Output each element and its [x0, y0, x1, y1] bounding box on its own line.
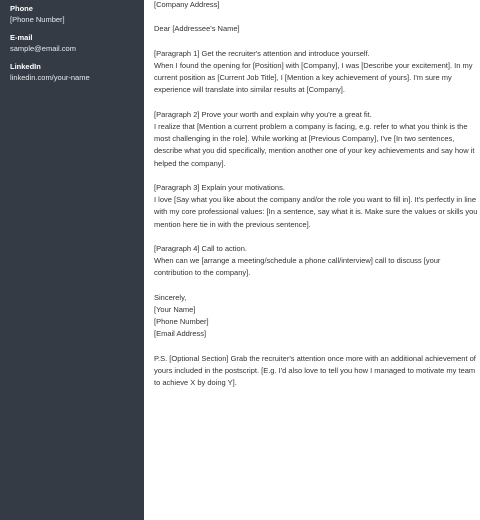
- email-label: E-mail: [10, 33, 33, 42]
- paragraph-1: [154, 48, 473, 97]
- closing-name: [Your Name]: [154, 304, 196, 314]
- linkedin-value: linkedin.com/your-name: [10, 73, 90, 82]
- paragraph-line: When can we [arrange a meeting/schedule a phone call/interview] call to discuss [your: [154, 256, 441, 266]
- linkedin-label: LinkedIn: [10, 62, 41, 71]
- postscript-line: yours included in the postscript. [E.g. I'd also love to tell you how I managed to motivate my team: [154, 365, 476, 375]
- postscript-line: to achieve X by doing Y].: [154, 378, 237, 388]
- paragraph-line: contribution to the company].: [154, 268, 251, 278]
- paragraph-line: describe what you did specifically, mention another one of your key achievements and say how it: [154, 146, 475, 156]
- phone-value: [Phone Number]: [10, 15, 65, 24]
- sidebar: [0, 0, 144, 520]
- contact-email: [10, 33, 144, 55]
- closing: [154, 292, 470, 341]
- postscript: [154, 353, 476, 390]
- paragraph-line: mention here tie in with the previous sentence].: [154, 219, 311, 229]
- paragraph-line: with my core professional values: [In a sentence, say what it is. Make sure the values or skills you: [154, 207, 478, 217]
- contact-linkedin: [10, 62, 144, 84]
- closing-phone: [Phone Number]: [154, 317, 209, 327]
- company-address: [Company Address]: [154, 0, 220, 9]
- contact-phone: [10, 4, 144, 26]
- paragraph-line: [Paragraph 1] Get the recruiter's attention and introduce yourself.: [154, 48, 370, 58]
- paragraph-line: helped the company].: [154, 158, 226, 168]
- paragraph-line: I love [Say what you like about the company and/or the role you want to fill in]. It's perfectly in line: [154, 195, 477, 205]
- paragraph-line: experience will translate into similar results at [Company].: [154, 85, 345, 95]
- letter-body: [144, 0, 480, 520]
- paragraph-4: [154, 243, 470, 280]
- paragraph-line: I realize that [Mention a current problem a company is facing, e.g. refer to what you think is the: [154, 121, 468, 131]
- salutation: Dear [Addressee's Name]: [154, 24, 240, 34]
- closing-email: [Email Address]: [154, 329, 207, 339]
- phone-label: Phone: [10, 4, 33, 13]
- paragraph-line: [Paragraph 4] Call to action.: [154, 243, 247, 253]
- paragraph-line: current position as [Current Job Title], I [Mention a key achievement of yours]. I'm sure my: [154, 73, 452, 83]
- paragraph-line: When I found the opening for [Position] with [Company], I was [Describe your excitement]. In my: [154, 60, 473, 70]
- paragraph-2: [154, 109, 475, 170]
- paragraph-line: most challenging in the role]. While working at [Previous Company], I've [In two sentences,: [154, 134, 455, 144]
- paragraph-line: [Paragraph 2] Prove your worth and explain why you're a great fit.: [154, 109, 372, 119]
- paragraph-3: [154, 182, 478, 231]
- email-value: sample@email.com: [10, 44, 76, 53]
- paragraph-line: [Paragraph 3] Explain your motivations.: [154, 182, 285, 192]
- closing-sincerely: Sincerely,: [154, 292, 187, 302]
- postscript-line: P.S. [Optional Section] Grab the recruiter's attention once more with an additional achievement of: [154, 353, 476, 363]
